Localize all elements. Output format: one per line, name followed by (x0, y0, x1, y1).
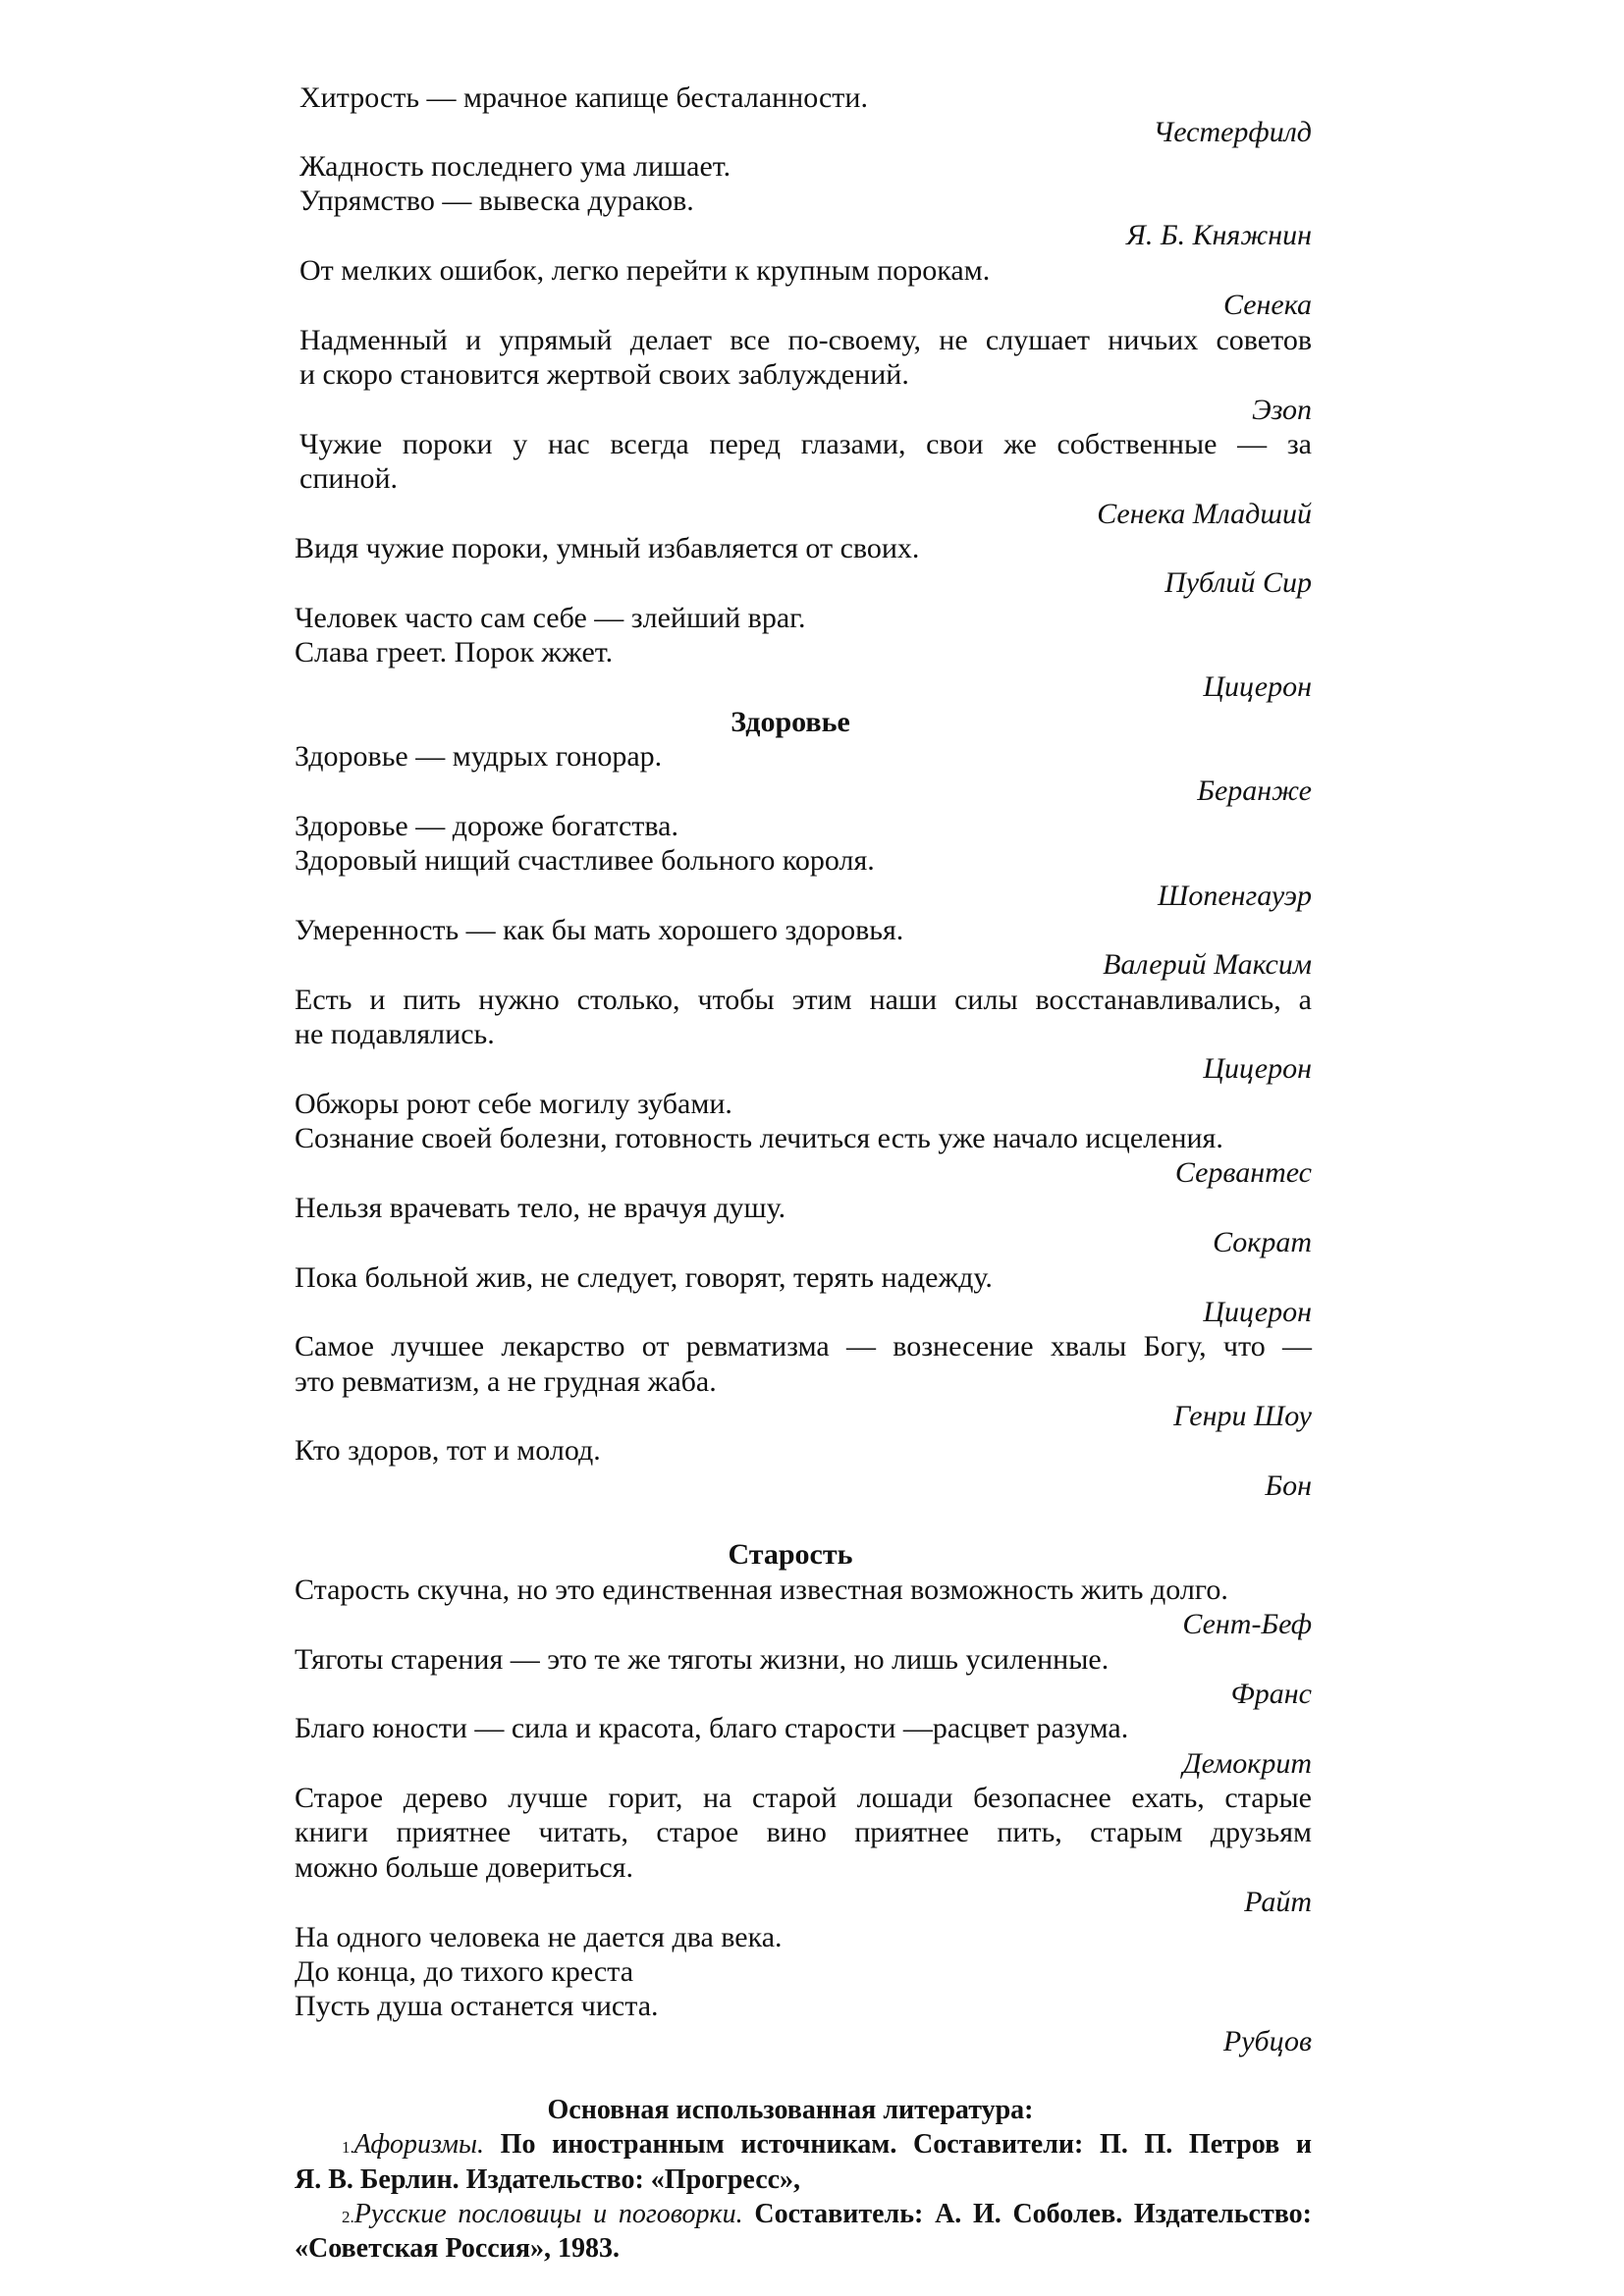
section-heading: Здоровье (731, 706, 850, 738)
quote-line: Нельзя врачевать тело, не врачуя душу. (295, 1192, 786, 1224)
bibliography-details: Составитель: А. И. Соболев. Издательство: (742, 2199, 1312, 2229)
bibliography-details: По иностранным источникам. Составители: П. П. Петров и (484, 2129, 1312, 2160)
quote-line: спиной. (299, 462, 399, 495)
bibliography-number: 2. (342, 2208, 354, 2226)
quote-line: Надменный и упрямый делает все по-своему, не слушает ничьих советов (299, 324, 1312, 356)
bibliography-item (342, 2127, 1312, 2165)
bibliography-details-continued: «Советская Россия», 1983. (295, 2233, 620, 2264)
quote-line: книги приятнее читать, старое вино приятнее пить, старым друзьям (295, 1816, 1312, 1848)
quote-line: Здоровье — мудрых гонорар. (295, 740, 663, 773)
quote-author: Валерий Максим (1103, 948, 1312, 981)
bibliography-item (342, 2197, 1312, 2235)
quote-author: Беранже (1197, 774, 1312, 807)
quote-author: Франс (1230, 1678, 1312, 1710)
quote-line: Есть и пить нужно столько, чтобы этим наши силы восстанавливались, а (295, 984, 1312, 1016)
quote-line: не подавлялись. (295, 1018, 495, 1050)
quote-author: Цицерон (1203, 670, 1312, 703)
quote-line: Старость скучна, но это единственная известная возможность жить долго. (295, 1574, 1228, 1606)
quote-author: Сервантес (1174, 1156, 1312, 1189)
quote-line: От мелких ошибок, легко перейти к крупным порокам. (299, 254, 991, 287)
quote-line: Хитрость — мрачное капище бесталанности. (299, 81, 868, 114)
quote-line: Тяготы старения — это те же тяготы жизни, но лишь усиленные. (295, 1643, 1110, 1676)
quote-line: Пусть душа останется чиста. (295, 1990, 659, 2022)
bibliography-title: Афоризмы. (353, 2129, 484, 2160)
quote-author: Райт (1244, 1886, 1312, 1918)
quote-author: Демокрит (1182, 1747, 1312, 1780)
quote-author: Сенека (1222, 289, 1312, 321)
quote-author: Честерфилд (1153, 116, 1312, 148)
quote-line: и скоро становится жертвой своих заблуждений. (299, 358, 909, 391)
section-heading: Старость (728, 1538, 853, 1571)
quote-line: Упрямство — вывеска дураков. (299, 185, 694, 217)
quote-author: Цицерон (1203, 1296, 1312, 1328)
quote-line: Сознание своей болезни, готовность лечиться есть уже начало исцеления. (295, 1122, 1223, 1154)
quote-author: Шопенгауэр (1158, 880, 1312, 912)
quote-line: На одного человека не дается два века. (295, 1921, 783, 1953)
quote-author: Рубцов (1222, 2025, 1312, 2057)
quote-author: Эзоп (1252, 394, 1312, 426)
quote-author: Сократ (1213, 1226, 1312, 1258)
quote-author: Цицерон (1203, 1052, 1312, 1085)
quote-author: Сенека Младший (1097, 498, 1312, 530)
quote-line: можно больше довериться. (295, 1851, 633, 1884)
quote-line: Видя чужие пороки, умный избавляется от своих. (295, 532, 920, 564)
quote-line: Пока больной жив, не следует, говорят, терять надежду. (295, 1261, 993, 1294)
quote-line: Чужие пороки у нас всегда перед глазами, свои же собственные — за (299, 428, 1312, 460)
quote-line: Самое лучшее лекарство от ревматизма — вознесение хвалы Богу, что — (295, 1330, 1312, 1362)
bibliography-title: Русские пословицы и поговорки. (353, 2199, 743, 2229)
quote-line: Старое дерево лучше горит, на старой лошади безопаснее ехать, старые (295, 1782, 1312, 1814)
bibliography-number: 1. (342, 2138, 354, 2157)
quote-author: Бон (1265, 1469, 1312, 1502)
quote-line: Жадность последнего ума лишает. (299, 150, 731, 183)
bibliography-details-continued: Я. В. Берлин. Издательство: «Прогресс», (295, 2164, 801, 2195)
quote-line: Человек часто сам себе — злейший враг. (295, 602, 806, 634)
quote-line: Умеренность — как бы мать хорошего здоровья. (295, 914, 904, 946)
quote-author: Сент-Беф (1182, 1608, 1312, 1640)
quote-line: Обжоры роют себе могилу зубами. (295, 1088, 732, 1120)
quote-line: До конца, до тихого креста (295, 1955, 634, 1988)
quote-author: Я. Б. Княжнин (1126, 219, 1312, 251)
quote-line: Здоровый нищий счастливее больного короля. (295, 844, 875, 877)
bibliography-heading: Основная использованная литература: (547, 2095, 1034, 2125)
quote-line: это ревматизм, а не грудная жаба. (295, 1365, 717, 1398)
quote-line: Здоровье — дороже богатства. (295, 810, 678, 842)
quote-author: Публий Сир (1164, 566, 1312, 599)
quote-author: Генри Шоу (1173, 1400, 1312, 1432)
quote-line: Кто здоров, тот и молод. (295, 1434, 601, 1467)
quote-line: Благо юности — сила и красота, благо старости —расцвет разума. (295, 1712, 1129, 1744)
quote-line: Слава греет. Порок жжет. (295, 636, 614, 668)
